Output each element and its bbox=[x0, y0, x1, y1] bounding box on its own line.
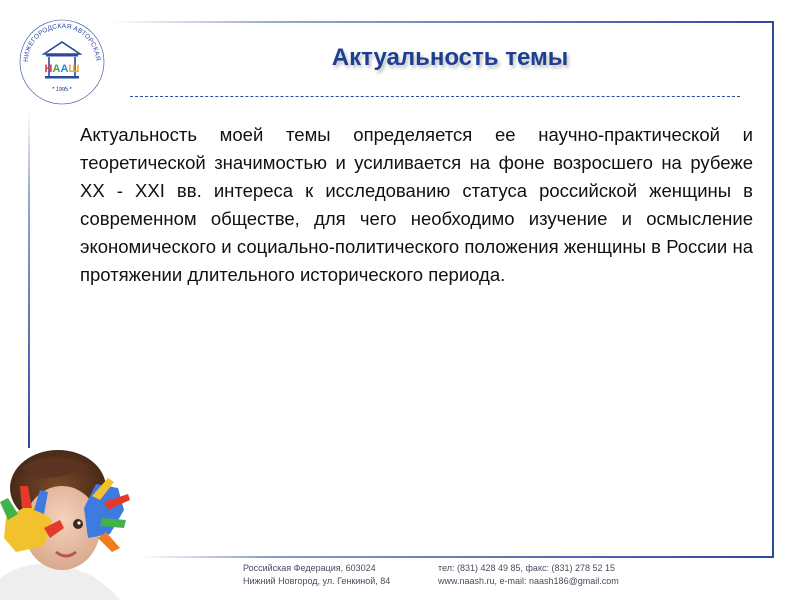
footer-address bbox=[243, 562, 390, 588]
footer-contacts bbox=[438, 562, 619, 588]
child-painted-hands-photo bbox=[0, 448, 140, 600]
logo-year: • 1995 • bbox=[51, 85, 73, 94]
frame-left-line bbox=[28, 110, 30, 448]
footer-address-line2: Нижний Новгород, ул. Генкиной, 84 bbox=[243, 576, 391, 586]
title-divider bbox=[130, 96, 740, 97]
school-logo bbox=[18, 18, 106, 106]
frame-right-line bbox=[772, 21, 774, 558]
frame-bottom-line bbox=[140, 556, 774, 558]
footer-web-email-line: www.naash.ru, e-mail: naash186@gmail.com bbox=[438, 576, 619, 586]
footer-address-line1: Российская Федерация, 603024 bbox=[243, 563, 376, 573]
slide-title: Актуальность темы bbox=[331, 44, 569, 71]
logo-mark: НААШ bbox=[44, 63, 80, 75]
frame-top-line bbox=[110, 21, 774, 23]
academy-building-icon bbox=[18, 18, 106, 106]
footer-phone-line: тел: (831) 428 49 85, факс: (831) 278 52 15 bbox=[438, 563, 616, 573]
slide-paragraph: Актуальность моей темы определяется ее научно-практической и теоретической значимостью и усиливается на фоне возросшего на рубеже XX - XXI вв. интереса к исследованию статуса российской женщины в современном обществе, для чего необходимо изучение и осмысление экономического и социально-политического положения женщины в России на протяжении длительного исторического периода. bbox=[80, 124, 753, 285]
logo-ring-text: НИЖЕГОРОДСКАЯ АВТОРСКАЯ bbox=[22, 22, 102, 63]
